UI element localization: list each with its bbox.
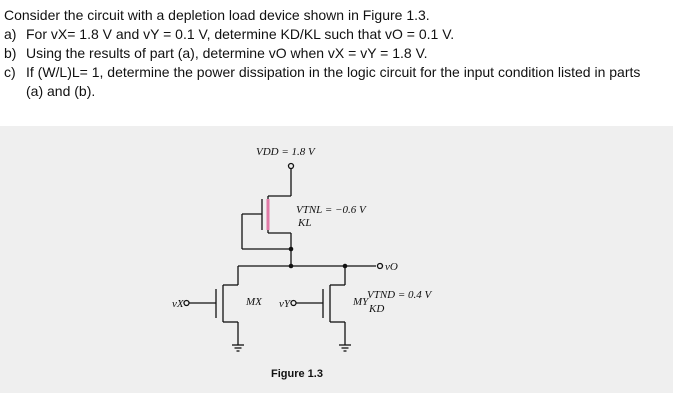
ground-icon xyxy=(232,345,244,351)
question-title: Consider the circuit with a depletion load device shown in Figure 1.3. xyxy=(4,7,430,23)
junction-dot xyxy=(343,264,348,269)
vy-terminal xyxy=(291,301,296,306)
load-k-label: KL xyxy=(298,217,312,229)
driver-threshold-label: VTND = 0.4 V xyxy=(367,289,432,301)
item-tag: b) xyxy=(4,45,17,61)
depletion-channel-marker xyxy=(267,199,270,230)
item-tag: c) xyxy=(4,64,16,80)
vdd-label: VDD = 1.8 V xyxy=(256,146,315,158)
junction-dot xyxy=(289,264,294,269)
item-text: Using the results of part (a), determine vO when vX = vY = 1.8 V. xyxy=(26,45,428,61)
my-label: MY xyxy=(353,296,369,308)
figure-caption: Figure 1.3 xyxy=(271,368,323,380)
junction-dot xyxy=(289,247,294,252)
ground-icon xyxy=(339,345,351,351)
vx-label: vX xyxy=(172,298,184,310)
item-text: For vX= 1.8 V and vY = 0.1 V, determine KD/KL such that vO = 0.1 V. xyxy=(26,26,455,42)
load-threshold-label: VTNL = −0.6 V xyxy=(296,204,366,216)
item-tag: a) xyxy=(4,26,17,42)
output-label: vO xyxy=(385,261,398,273)
item-text: If (W/L)L= 1, determine the power dissipation in the logic circuit for the input condition listed in parts xyxy=(26,64,641,80)
mx-label: MX xyxy=(246,296,262,308)
question-item-c-continuation: (a) and (b). xyxy=(26,83,96,99)
vdd-terminal xyxy=(289,164,294,169)
driver-k-label: KD xyxy=(369,303,385,315)
vy-label: vY xyxy=(279,298,290,310)
vx-terminal xyxy=(184,301,189,306)
output-terminal xyxy=(378,264,383,269)
